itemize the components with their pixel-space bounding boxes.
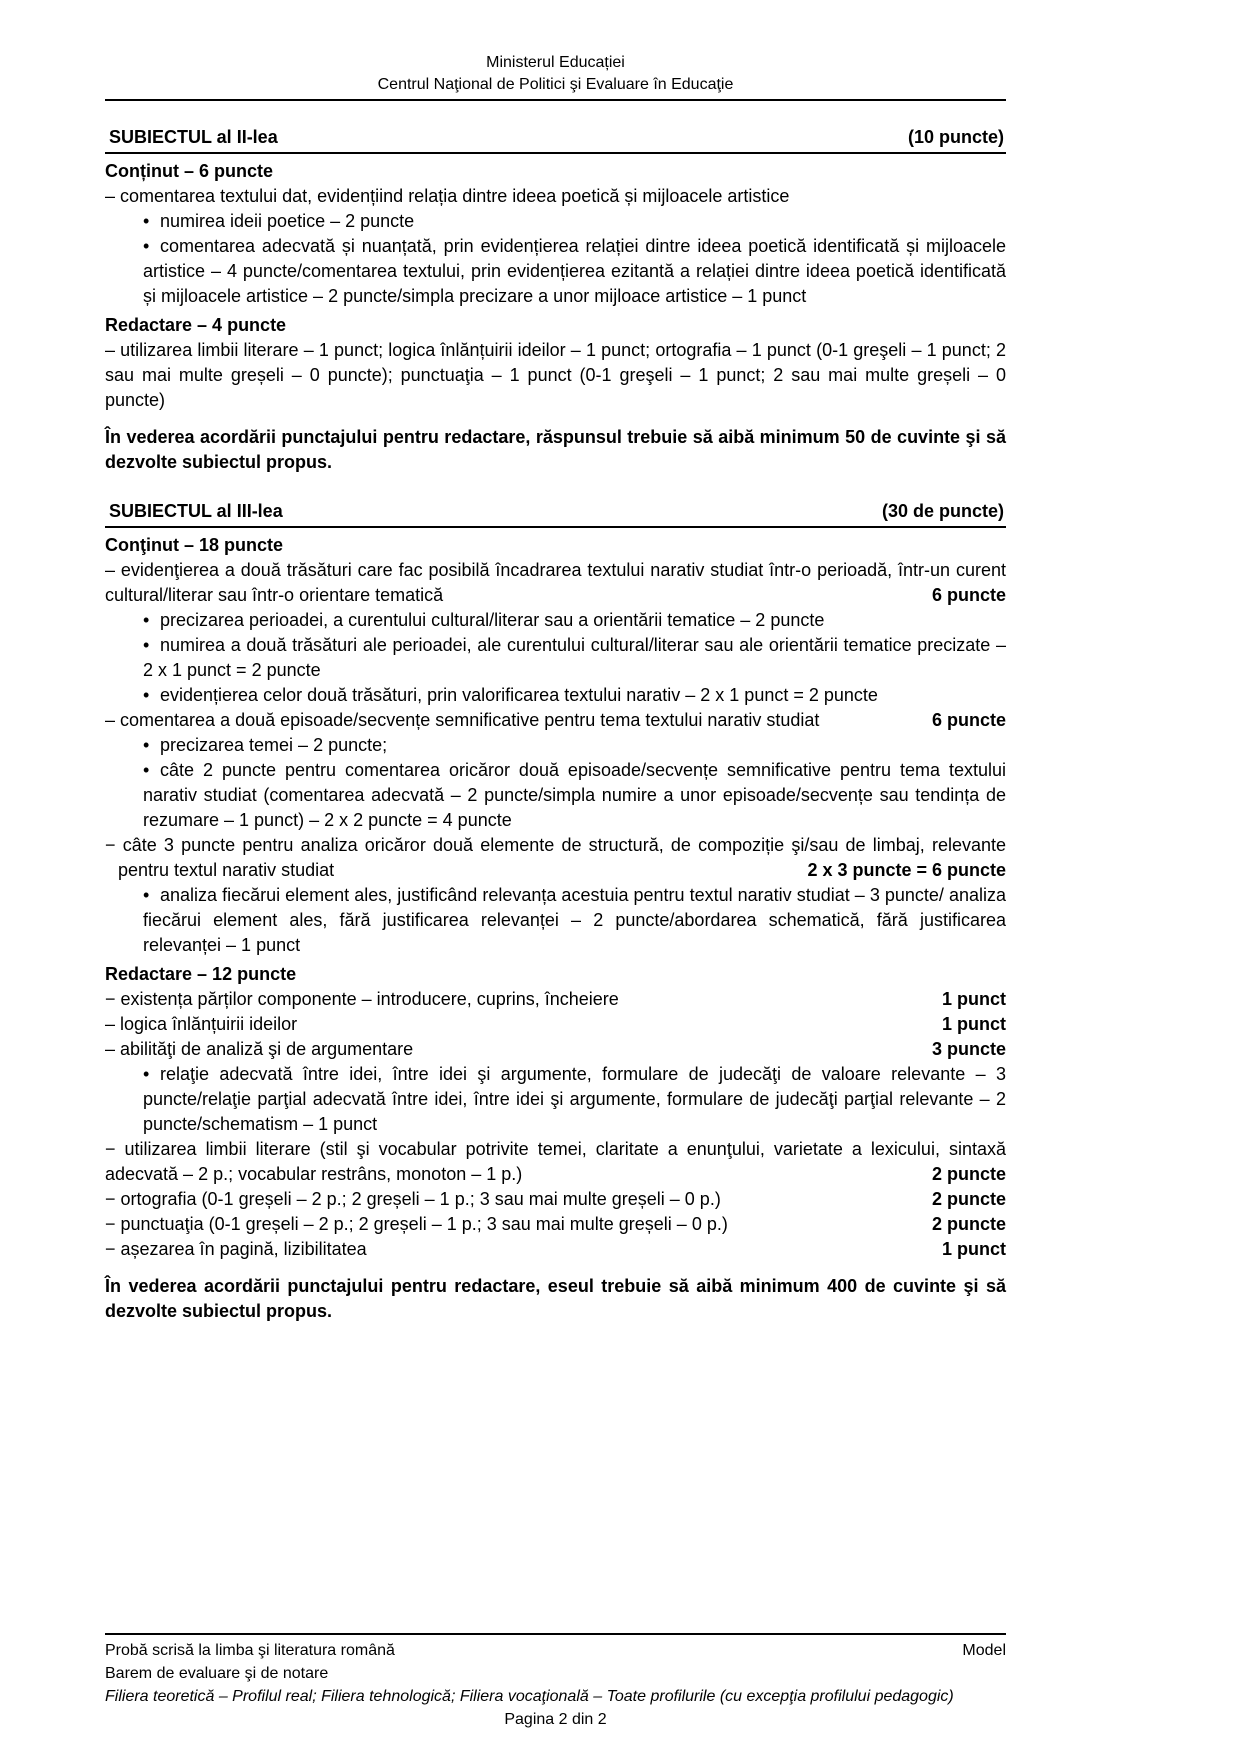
- criterion-points: 2 puncte: [932, 1162, 1006, 1187]
- criterion-points: 1 punct: [942, 1237, 1006, 1262]
- document-header: [105, 52, 1006, 101]
- bullet-text: evidențierea celor două trăsături, prin valorificarea textului narativ – 2 x 1 punct = 2 puncte: [160, 685, 878, 705]
- section3-redactare-heading: Redactare – 12 puncte: [105, 964, 297, 984]
- bullet-icon: •: [143, 760, 150, 780]
- criterion-row: [105, 1212, 1006, 1237]
- criterion-row: [105, 1237, 1006, 1262]
- section2-title-row: [105, 125, 1006, 154]
- criterion-points: 2 puncte: [932, 1212, 1006, 1237]
- criterion-row-elemente: [105, 833, 1006, 883]
- bullet-text: numirea a două trăsături ale perioadei, ale curentului cultural/literar sau ale orientării tematice precizate – 2 x 1 punct = 2 puncte: [143, 635, 1006, 680]
- criterion-row: [105, 1137, 1006, 1187]
- bullet-icon: •: [143, 211, 150, 231]
- section3-note: În vederea acordării punctajului pentru redactare, eseul trebuie să aibă minimum 400 de cuvinte şi să dezvolte subiectul propus.: [105, 1276, 1006, 1321]
- rubric-bullet: [105, 209, 1006, 234]
- bullet-text: precizarea temei – 2 puncte;: [160, 735, 388, 755]
- bullet-icon: •: [143, 610, 150, 630]
- criterion-points: 1 punct: [942, 1012, 1006, 1037]
- criterion-text: – logica înlănțuirii ideilor: [105, 1014, 298, 1034]
- rubric-bullet: [105, 234, 1006, 309]
- rubric-bullet: [105, 633, 1006, 683]
- rubric-bullet: [105, 683, 1006, 708]
- rubric-bullet: [105, 883, 1006, 958]
- criterion-points: 2 puncte: [932, 1187, 1006, 1212]
- rubric-bullet: [105, 733, 1006, 758]
- criterion-row-episoade: [105, 708, 1006, 733]
- criterion-text: − existența părților componente – introducere, cuprins, încheiere: [105, 989, 619, 1009]
- criterion-text: − așezarea în pagină, lizibilitatea: [105, 1239, 367, 1259]
- header-center-name: Centrul Naţional de Politici şi Evaluare în Educaţie: [377, 76, 734, 93]
- footer-model-label: Model: [962, 1642, 1006, 1659]
- section2-title: SUBIECTUL al II-lea: [109, 127, 278, 147]
- rubric-bullet: [105, 1062, 1006, 1137]
- section3-content-heading: Conţinut – 18 puncte: [105, 535, 284, 555]
- criterion-points: 1 punct: [942, 987, 1006, 1012]
- bullet-text: precizarea perioadei, a curentului cultural/literar sau a orientării tematice – 2 puncte: [160, 610, 825, 630]
- bullet-text: analiza fiecărui element ales, justificând relevanța acestuia pentru textul narativ studiat – 3 puncte/ analiza fiecărui element ales, fără justificarea relevanței – 2 puncte/abordarea schematică, fără justificarea relevanței – 1 punct: [143, 885, 1006, 955]
- criterion-points: 2 x 3 puncte = 6 puncte: [820, 858, 1006, 883]
- bullet-icon: •: [143, 885, 150, 905]
- criterion-text: − punctuaţia (0-1 greșeli – 2 p.; 2 greșeli – 1 p.; 3 sau mai multe greșeli – 0 p.): [105, 1214, 728, 1234]
- section2-intro: – comentarea textului dat, evidențiind relația dintre ideea poetică și mijloacele artistice: [105, 186, 790, 206]
- criterion-row: [105, 987, 1006, 1012]
- criterion-row: [105, 1012, 1006, 1037]
- criterion-text: − câte 3 puncte pentru analiza oricăror două elemente de structură, de compoziție şi/sau de limbaj, relevante pentru textul narativ studiat: [105, 835, 1006, 880]
- bullet-icon: •: [143, 236, 150, 256]
- criterion-row: [105, 1037, 1006, 1062]
- criterion-text: − utilizarea limbii literare (stil şi vocabular potrivite temei, claritate a enunţului, varietate a lexicului, sintaxă adecvată – 2 p.; vocabular restrâns, monoton – 1 p.): [105, 1139, 1006, 1184]
- footer-filiera: Filiera teoretică – Profilul real; Filiera tehnologică; Filiera vocaţională – Toate profilurile (cu excepţia profilului pedagogic): [105, 1688, 954, 1705]
- criterion-points: 3 puncte: [932, 1037, 1006, 1062]
- criterion-points: 6 puncte: [932, 708, 1006, 733]
- criterion-row: [105, 1187, 1006, 1212]
- section2-content-heading: Conținut – 6 puncte: [105, 161, 273, 181]
- bullet-text: câte 2 puncte pentru comentarea oricăror două episoade/secvențe semnificative pentru tema textului narativ studiat (comentarea adecvată – 2 puncte/simpla numire a unor episoade/secvențe sau tendința de rezumare – 1 punct) – 2 x 2 puncte = 4 puncte: [143, 760, 1006, 830]
- footer-exam-title: Probă scrisă la limba şi literatura română: [105, 1642, 395, 1659]
- criterion-row-trasaturi: [105, 558, 1006, 608]
- bullet-icon: •: [143, 735, 150, 755]
- bullet-icon: •: [143, 1064, 150, 1084]
- header-ministry: Ministerul Educației: [486, 54, 625, 71]
- footer-row: [105, 1639, 1006, 1662]
- section2-redactare-heading: Redactare – 4 puncte: [105, 315, 287, 335]
- footer-divider: [105, 1633, 1006, 1635]
- bullet-text: relaţie adecvată între idei, între idei şi argumente, formulare de judecăţi de valoare relevante – 3 puncte/relaţie parţial adecvată între idei, între idei şi argumente, formulare de judecăţi parţial relevante – 2 puncte/schematism – 1 punct: [143, 1064, 1006, 1134]
- bullet-icon: •: [143, 685, 150, 705]
- section2-note: În vederea acordării punctajului pentru redactare, răspunsul trebuie să aibă minimum 50 de cuvinte şi să dezvolte subiectul propus.: [105, 427, 1006, 472]
- criterion-text: − ortografia (0-1 greșeli – 2 p.; 2 greșeli – 1 p.; 3 sau mai multe greșeli – 0 p.): [105, 1189, 721, 1209]
- criterion-text: – comentarea a două episoade/secvențe semnificative pentru tema textului narativ studiat: [105, 710, 820, 730]
- criterion-points: 6 puncte: [932, 583, 1006, 608]
- bullet-text: numirea ideii poetice – 2 puncte: [160, 211, 415, 231]
- bullet-icon: •: [143, 635, 150, 655]
- bullet-text: comentarea adecvată și nuanțată, prin evidențierea relației dintre ideea poetică identificată și mijloacele artistice – 4 puncte/comentarea textului, prin evidențierea ezitantă a relației dintre ideea poetică identificată și mijloacele artistice – 2 puncte/simpla precizare a unor mijloace artistice – 1 punct: [143, 236, 1006, 306]
- footer-barem: Barem de evaluare şi de notare: [105, 1665, 329, 1682]
- section3-title: SUBIECTUL al III-lea: [109, 501, 283, 521]
- rubric-bullet: [105, 758, 1006, 833]
- section3-points: (30 de puncte): [881, 501, 1004, 521]
- footer-page-number: Pagina 2 din 2: [504, 1711, 607, 1728]
- header-divider: [105, 99, 1006, 101]
- section2-redactare-text: – utilizarea limbii literare – 1 punct; logica înlănțuirii ideilor – 1 punct; ortografia – 1 punct (0-1 greşeli – 1 punct; 2 sau mai multe greșeli – 0 puncte); punctuaţia – 1 punct (0-1 greşeli – 1 punct; 2 sau mai multe greșeli – 0 puncte): [105, 340, 1006, 410]
- section2-points: (10 puncte): [907, 127, 1004, 147]
- document-footer: [105, 1633, 1006, 1731]
- criterion-text: – abilităţi de analiză şi de argumentare: [105, 1039, 414, 1059]
- criterion-text: – evidenţierea a două trăsături care fac posibilă încadrarea textului narativ studiat într-o perioadă, într-un curent cultural/literar sau într-o orientare tematică: [105, 560, 1006, 605]
- section3-title-row: [105, 499, 1006, 528]
- rubric-bullet: [105, 608, 1006, 633]
